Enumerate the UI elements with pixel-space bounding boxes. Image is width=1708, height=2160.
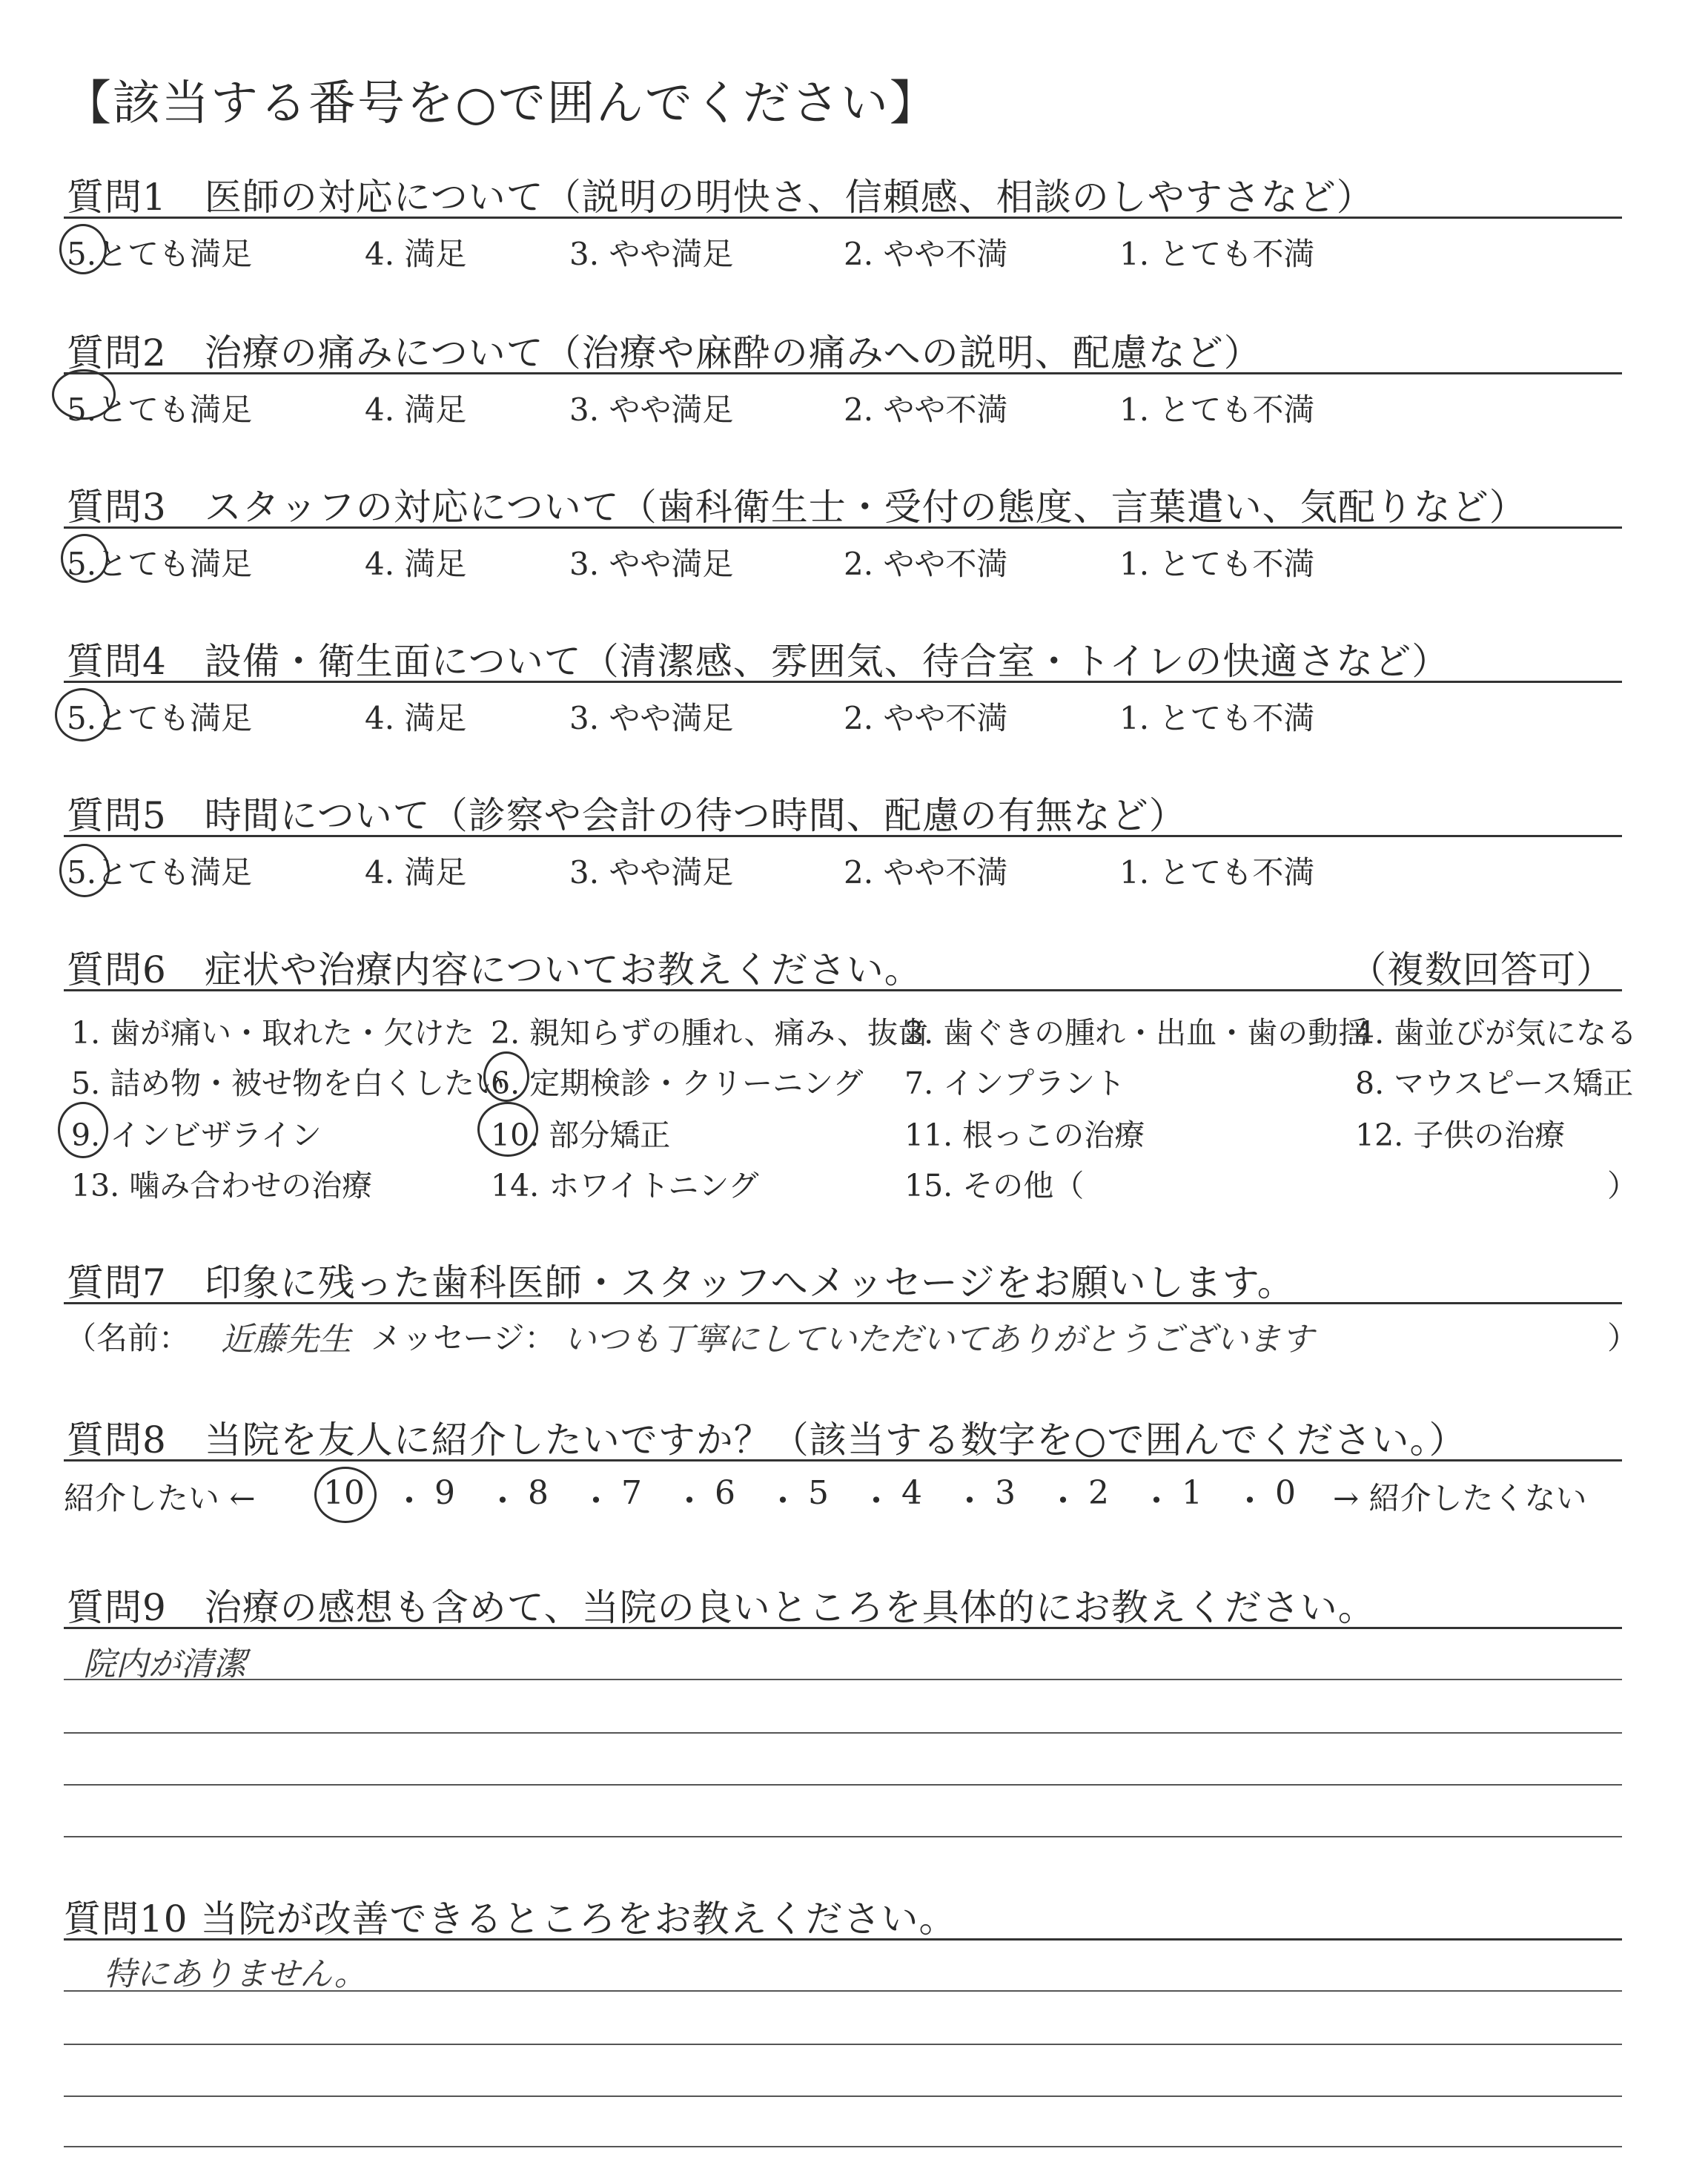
symptom-option[interactable]: 6. 定期検診・クリーニング — [491, 1066, 864, 1101]
answer-line — [64, 2044, 1622, 2045]
q5-option-2[interactable]: 2. やや不満 — [844, 854, 1008, 891]
page-header: 【該当する番号を○で囲んでください】 — [64, 76, 939, 131]
question-9-rule — [64, 1627, 1622, 1629]
message-close-paren: ） — [1607, 1320, 1639, 1356]
scale-6[interactable]: 6 — [715, 1474, 735, 1512]
symptom-option[interactable]: 15. その他（ — [904, 1168, 1085, 1203]
q2-option-3[interactable]: 3. やや満足 — [569, 392, 734, 428]
symptom-option[interactable]: 9. インビザライン — [71, 1117, 322, 1153]
recommend-right-label: → 紹介したくない — [1333, 1480, 1587, 1516]
q4-option-2[interactable]: 2. やや不満 — [844, 700, 1008, 736]
scale-separator: ・ — [953, 1482, 986, 1520]
scale-separator: ・ — [486, 1482, 519, 1520]
q3-option-2[interactable]: 2. やや不満 — [844, 546, 1008, 582]
q2-option-2[interactable]: 2. やや不満 — [844, 392, 1008, 428]
q9-answer[interactable]: 院内が清潔 — [83, 1645, 246, 1683]
answer-line — [64, 1679, 1622, 1680]
q3-option-3[interactable]: 3. やや満足 — [569, 546, 734, 582]
symptom-option[interactable]: 13. 噛み合わせの治療 — [71, 1168, 373, 1203]
recommend-left-label: 紹介したい ← — [64, 1480, 256, 1516]
message-input[interactable]: いつも丁寧にしていただいてありがとうございます — [563, 1321, 1314, 1358]
q2-option-1[interactable]: 1. とても不満 — [1119, 392, 1315, 428]
symptom-option[interactable]: 11. 根っこの治療 — [904, 1117, 1145, 1153]
question-6-note: （複数回答可） — [1349, 948, 1614, 991]
q1-option-1[interactable]: 1. とても不満 — [1119, 236, 1315, 272]
scale-separator: ・ — [860, 1482, 893, 1520]
scale-separator: ・ — [1234, 1482, 1266, 1520]
symptom-option[interactable]: 3. 歯ぐきの腫れ・出血・歯の動揺 — [904, 1015, 1369, 1051]
q4-option-5[interactable]: 5.とても満足 — [67, 700, 253, 736]
symptom-option[interactable]: 7. インプラント — [904, 1066, 1126, 1101]
symptom-option[interactable]: 4. 歯並びが気になる — [1355, 1015, 1638, 1051]
q3-option-4[interactable]: 4. 満足 — [365, 546, 467, 582]
symptom-option[interactable]: 5. 詰め物・被せ物を白くしたい — [71, 1066, 506, 1101]
scale-separator: ・ — [673, 1482, 706, 1520]
scale-1[interactable]: 1 — [1182, 1474, 1202, 1512]
scale-9[interactable]: 9 — [434, 1474, 455, 1512]
symptom-option[interactable]: 14. ホワイトニング — [491, 1168, 759, 1203]
question-2-rule — [64, 372, 1622, 374]
q1-option-4[interactable]: 4. 満足 — [365, 236, 467, 272]
question-6-title: 質問6 症状や治療内容についてお教えください。 — [67, 948, 922, 991]
q1-option-2[interactable]: 2. やや不満 — [844, 236, 1008, 272]
q3-option-5[interactable]: 5.とても満足 — [67, 546, 253, 582]
scale-2[interactable]: 2 — [1088, 1474, 1109, 1512]
scale-separator: ・ — [393, 1482, 426, 1520]
scale-8[interactable]: 8 — [528, 1474, 549, 1512]
q2-option-4[interactable]: 4. 満足 — [365, 392, 467, 428]
question-7-rule — [64, 1302, 1622, 1304]
scale-separator: ・ — [580, 1482, 612, 1520]
q1-option-3[interactable]: 3. やや満足 — [569, 236, 734, 272]
q1-option-5[interactable]: 5.とても満足 — [67, 236, 253, 272]
scale-5[interactable]: 5 — [808, 1474, 829, 1512]
q4-option-3[interactable]: 3. やや満足 — [569, 700, 734, 736]
answer-line — [64, 2095, 1622, 2097]
question-9-title: 質問9 治療の感想も含めて、当院の良いところを具体的にお教えください。 — [67, 1586, 1376, 1629]
question-8-title: 質問8 当院を友人に紹介したいですか？（該当する数字を○で囲んでください。） — [67, 1418, 1467, 1462]
scale-7[interactable]: 7 — [621, 1474, 642, 1512]
symptom-option[interactable]: 2. 親知らずの腫れ、痛み、抜歯 — [491, 1015, 929, 1051]
question-6-rule — [64, 989, 1622, 991]
scale-3[interactable]: 3 — [995, 1474, 1016, 1512]
question-3-title: 質問3 スタッフの対応について（歯科衛生士・受付の態度、言葉遣い、気配りなど） — [67, 486, 1527, 529]
answer-line — [64, 1836, 1622, 1837]
symptom-option[interactable]: 10. 部分矯正 — [491, 1117, 671, 1153]
question-8-rule — [64, 1459, 1622, 1462]
symptom-option[interactable]: 8. マウスピース矯正 — [1355, 1066, 1634, 1101]
symptom-option[interactable]: 12. 子供の治療 — [1355, 1117, 1566, 1153]
q5-option-3[interactable]: 3. やや満足 — [569, 854, 734, 891]
answer-line — [64, 1732, 1622, 1734]
answer-line — [64, 1784, 1622, 1786]
q5-option-1[interactable]: 1. とても不満 — [1119, 854, 1315, 891]
scale-0[interactable]: 0 — [1275, 1474, 1296, 1512]
question-1-rule — [64, 217, 1622, 219]
q4-option-4[interactable]: 4. 満足 — [365, 700, 467, 736]
question-10-rule — [64, 1938, 1622, 1941]
question-10-title: 質問10 当院が改善できるところをお教えください。 — [64, 1898, 957, 1941]
answer-line — [64, 1990, 1622, 1992]
question-5-rule — [64, 835, 1622, 837]
name-input[interactable]: 近藤先生 — [221, 1321, 351, 1358]
q5-option-4[interactable]: 4. 満足 — [365, 854, 467, 891]
other-close-paren: ） — [1607, 1168, 1638, 1203]
q5-option-5[interactable]: 5.とても満足 — [67, 854, 253, 891]
question-4-rule — [64, 681, 1622, 683]
name-label: （名前： — [65, 1320, 191, 1356]
question-4-title: 質問4 設備・衛生面について（清潔感、雰囲気、待合室・トイレの快適さなど） — [67, 640, 1450, 683]
q3-option-1[interactable]: 1. とても不満 — [1119, 546, 1315, 582]
scale-4[interactable]: 4 — [901, 1474, 922, 1512]
scale-separator: ・ — [767, 1482, 799, 1520]
symptom-option[interactable]: 1. 歯が痛い・取れた・欠けた — [71, 1015, 475, 1051]
answer-line — [64, 2146, 1622, 2147]
message-label: メッセージ： — [371, 1320, 556, 1356]
question-7-title: 質問7 印象に残った歯科医師・スタッフへメッセージをお願いします。 — [67, 1261, 1295, 1304]
question-2-title: 質問2 治療の痛みについて（治療や麻酔の痛みへの説明、配慮など） — [67, 331, 1262, 374]
scale-separator: ・ — [1047, 1482, 1079, 1520]
q2-option-5[interactable]: 5.とても満足 — [67, 392, 253, 428]
scale-separator: ・ — [1140, 1482, 1173, 1520]
scale-10[interactable]: 10 — [323, 1474, 365, 1512]
q4-option-1[interactable]: 1. とても不満 — [1119, 700, 1315, 736]
question-3-rule — [64, 526, 1622, 529]
q10-answer[interactable]: 特にありません。 — [104, 1955, 367, 1993]
question-1-title: 質問1 医師の対応について（説明の明快さ、信頼感、相談のしやすさなど） — [67, 176, 1374, 219]
question-5-title: 質問5 時間について（診察や会計の待つ時間、配慮の有無など） — [67, 794, 1187, 837]
